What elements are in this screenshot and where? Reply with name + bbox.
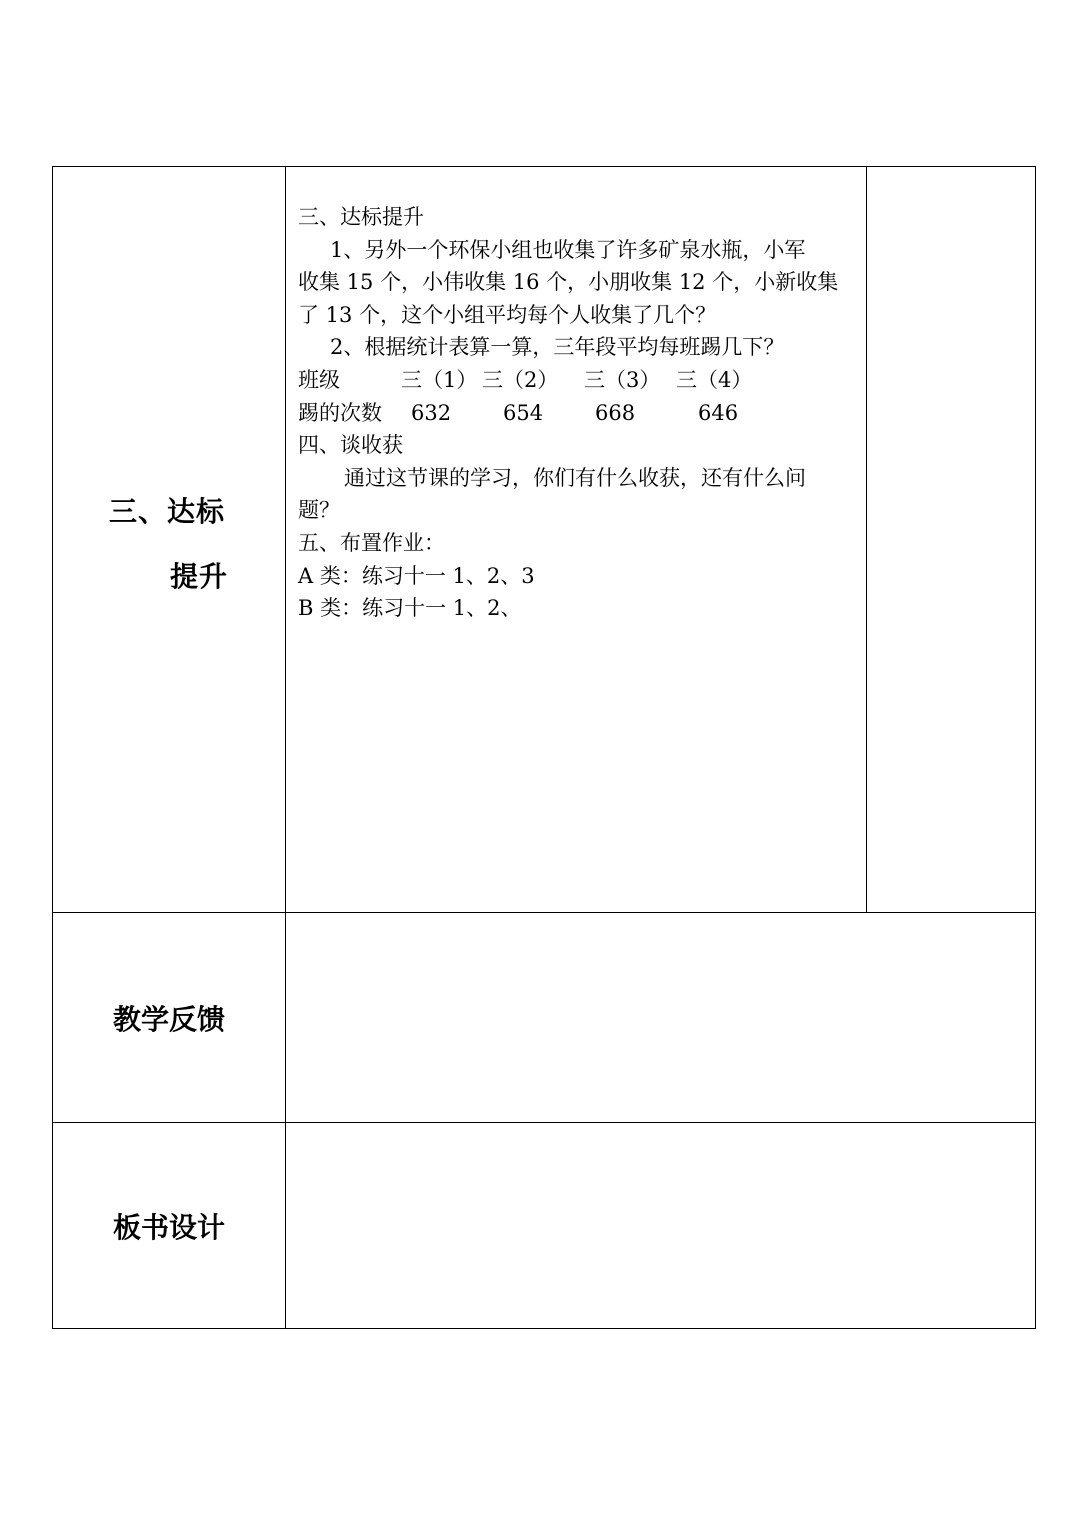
feedback-label-cell <box>53 913 286 1123</box>
question-2: 2、根据统计表算一算，三年段平均每班踢几下？ <box>330 335 785 360</box>
practice-row <box>53 167 1036 913</box>
stats-header-label: 班级 <box>298 367 340 392</box>
question-1-line-1: 1、另外一个环保小组也收集了许多矿泉水瓶，小军 <box>330 237 806 262</box>
practice-label-cell <box>53 167 286 913</box>
stats-value-3: 668 <box>595 400 636 425</box>
feedback-row <box>53 913 1036 1123</box>
homework-a: A 类：练习十一 1、2、3 <box>298 563 535 588</box>
stats-header-row <box>298 364 856 397</box>
board-label: 板书设计 <box>112 1210 225 1244</box>
harvest-heading: 四、谈收获 <box>298 433 403 458</box>
homework-heading: 五、布置作业： <box>298 530 445 555</box>
practice-notes-cell <box>867 167 1036 913</box>
stats-row-label: 踢的次数 <box>298 400 382 425</box>
practice-label-line2: 提升 <box>170 560 229 593</box>
practice-content-cell <box>286 167 867 913</box>
stats-class-2: 三（2） <box>482 367 559 392</box>
homework-b: B 类：练习十一 1、2、 <box>298 596 522 621</box>
feedback-content-cell <box>286 913 1036 1123</box>
harvest-line-1: 通过这节课的学习，你们有什么收获，还有什么问 <box>344 465 806 490</box>
stats-class-4: 三（4） <box>676 367 753 392</box>
practice-heading: 三、达标提升 <box>298 205 424 229</box>
question-1-line-2: 收集 15 个，小伟收集 16 个，小朋收集 12 个，小新收集 <box>298 270 839 295</box>
stats-value-1: 632 <box>411 400 452 425</box>
stats-values-row <box>298 397 856 430</box>
practice-label-line1: 三、达标 <box>109 495 226 528</box>
stats-value-2: 654 <box>503 400 544 425</box>
board-label-cell <box>53 1123 286 1329</box>
feedback-label: 教学反馈 <box>112 1002 225 1036</box>
stats-class-1: 三（1） <box>401 367 478 392</box>
question-1-line-3: 了 13 个，这个小组平均每个人收集了几个？ <box>298 302 717 327</box>
board-content-cell <box>286 1123 1036 1329</box>
board-row <box>53 1123 1036 1329</box>
stats-class-3: 三（3） <box>584 367 661 392</box>
stats-value-4: 646 <box>698 400 739 425</box>
lesson-plan-table <box>52 166 1036 1329</box>
harvest-line-2: 题？ <box>298 498 340 523</box>
